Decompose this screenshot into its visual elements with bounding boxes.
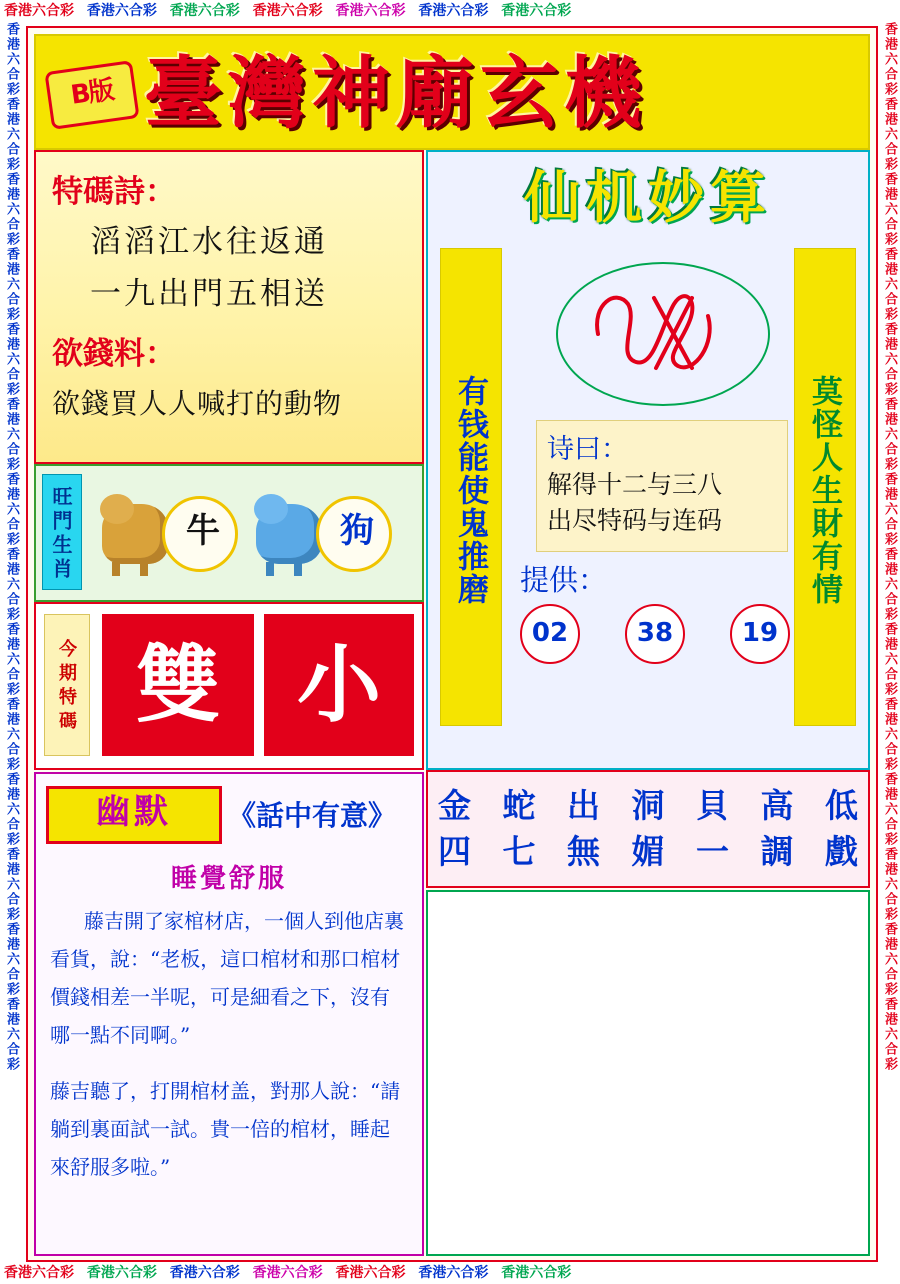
lucky-zodiac-box [34, 464, 424, 602]
special-value-1: 雙 [102, 614, 254, 756]
zodiac-item [98, 482, 248, 582]
special-poem-box [34, 150, 424, 464]
couplet-char: 戲 [825, 832, 858, 871]
lucky-zodiac-label: 旺門生肖 [42, 474, 82, 590]
marquee-item: 香港六合彩 [335, 3, 406, 19]
number-ball: 38 [625, 604, 685, 664]
current-special-label: 今期特碼 [44, 614, 90, 756]
marquee-top [0, 0, 900, 22]
couplet-char: 調 [760, 832, 794, 871]
marquee-left [0, 22, 22, 1262]
humour-body [50, 902, 408, 1204]
couplet-char: 出 [567, 786, 600, 825]
ox-icon [102, 504, 168, 564]
humour-box [34, 772, 424, 1256]
marquee-item: 香港六合彩 [4, 3, 74, 19]
poster-frame [26, 26, 878, 1262]
verse-label: 诗曰： [547, 434, 628, 465]
verse-box [536, 420, 788, 552]
money-hint-label: 欲錢料： [52, 336, 176, 372]
couplet-char: 洞 [631, 786, 665, 825]
marquee-item: 香港六合彩 [252, 1265, 323, 1281]
couplet-char: 高 [760, 786, 794, 825]
poem-line-1: 滔滔江水往返通 [90, 224, 328, 260]
zodiac-item [252, 482, 402, 582]
humour-plaque-label: 幽默 [96, 792, 172, 832]
marquee-item: 香港六合彩 [501, 1265, 572, 1281]
current-special-box [34, 602, 424, 770]
couplet-char: 無 [567, 832, 600, 871]
couplet-char: 七 [502, 832, 536, 871]
marquee-bottom [0, 1262, 900, 1284]
special-poem-label: 特碼詩： [52, 174, 176, 210]
empty-note-area [426, 890, 870, 1256]
couplet-char: 一 [696, 832, 729, 871]
humour-section-title: 睡覺舒服 [170, 864, 287, 894]
divine-calculation-box [426, 150, 870, 770]
couplet-char: 蛇 [502, 786, 536, 825]
marquee-item: 香港六合彩 [4, 1265, 74, 1281]
dog-leg-shape [266, 562, 274, 576]
marquee-item: 香港六合彩 [169, 3, 240, 19]
zodiac-name: 牛 [186, 511, 220, 551]
divine-title: 仙机妙算 [524, 165, 772, 231]
couplet-char: 低 [825, 786, 858, 825]
verse-line-1: 解得十二与三八 [547, 470, 723, 499]
special-value-2: 小 [264, 614, 414, 756]
edition-stamp: B版 [44, 60, 139, 130]
marquee-item: 香港六合彩 [252, 3, 323, 19]
marquee-item: 香港六合彩 [86, 3, 157, 19]
dog-head-shape [254, 494, 288, 524]
marquee-item: 香港六合彩 [418, 3, 489, 19]
couplet-char: 媚 [631, 832, 665, 871]
number-ball: 02 [520, 604, 580, 664]
poem-line-2: 一九出門五相送 [90, 276, 328, 312]
couplet-box [426, 770, 870, 888]
marquee-item: 香港六合彩 [86, 1265, 157, 1281]
marquee-right [878, 22, 900, 1262]
zodiac-name: 狗 [340, 511, 374, 551]
marquee-item: 香港六合彩 [418, 1265, 489, 1281]
left-slogan-strip: 有钱能使鬼推磨 [440, 248, 502, 726]
right-slogan-strip: 莫怪人生財有情 [794, 248, 856, 726]
humour-plaque [46, 786, 222, 844]
scribble-svg [558, 264, 764, 400]
page-title: 臺灣神廟玄機 [144, 48, 649, 139]
marquee-item: 香港六合彩 [335, 1265, 406, 1281]
marquee-vertical-text: 香港六合彩香港六合彩香港六合彩香港六合彩香港六合彩香港六合彩香港六合彩香港六合彩香港六合彩香港六合彩香港六合彩香港六合彩香港六合彩香港六合彩 [4, 22, 19, 1072]
marquee-item: 香港六合彩 [501, 3, 572, 19]
dog-icon [256, 504, 322, 564]
marquee-item: 香港六合彩 [169, 1265, 240, 1281]
couplet-char: 四 [438, 832, 471, 871]
number-ball: 19 [730, 604, 790, 664]
marquee-vertical-text: 香港六合彩香港六合彩香港六合彩香港六合彩香港六合彩香港六合彩香港六合彩香港六合彩香港六合彩香港六合彩香港六合彩香港六合彩香港六合彩香港六合彩 [882, 22, 897, 1072]
provided-numbers [520, 604, 790, 664]
couplet-char: 金 [438, 786, 471, 825]
ox-leg-shape [112, 562, 120, 576]
money-hint-text: 欲錢買人人喊打的動物 [52, 387, 343, 420]
couplet-row-2 [438, 826, 858, 873]
ox-head-shape [100, 494, 134, 524]
red-scribble-mark [556, 262, 770, 406]
ox-leg-shape [140, 562, 148, 576]
humour-paragraph: 藤吉聽了，打開棺材盖，對那人說：“請躺到裏面試一試。貴一倍的棺材，睡起來舒服多啦。” [50, 1079, 401, 1179]
title-banner [34, 34, 870, 150]
dog-leg-shape [294, 562, 302, 576]
provide-label: 提供： [520, 563, 608, 597]
couplet-row-1 [438, 780, 858, 827]
couplet-char: 貝 [696, 786, 729, 825]
verse-line-2: 出尽特码与连码 [547, 506, 723, 535]
humour-subtitle: 《話中有意》 [228, 799, 397, 832]
humour-paragraph: 藤吉開了家棺材店，一個人到他店裏看貨，說：“老板，這口棺材和那口棺材價錢相差一半呢，可是細看之下，沒有哪一點不同啊。” [50, 909, 404, 1047]
